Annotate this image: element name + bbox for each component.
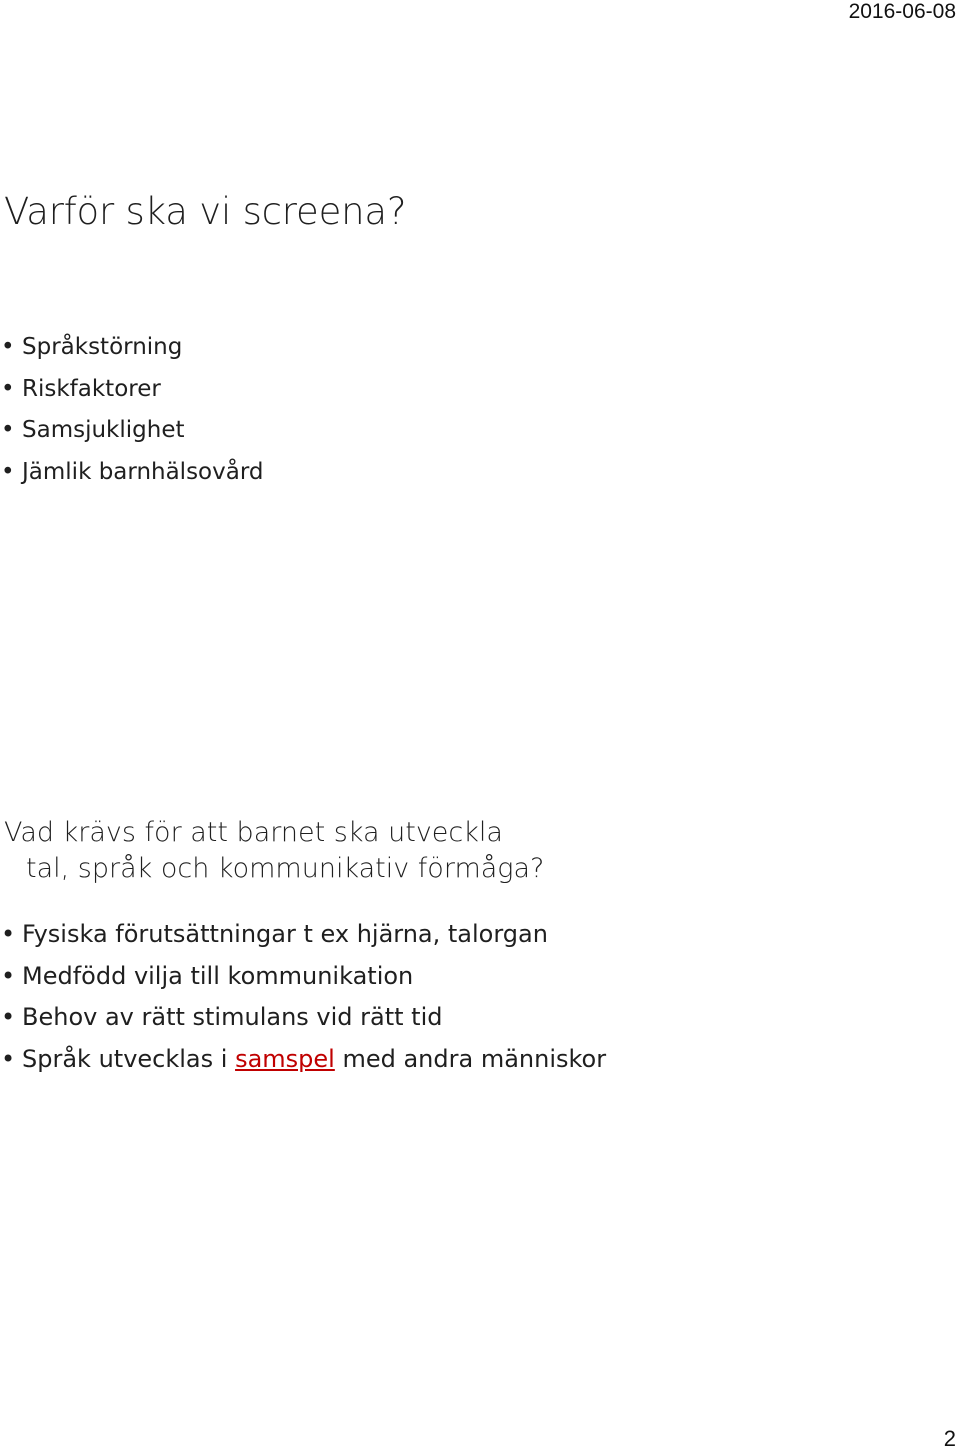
bullet-icon: •	[1, 417, 15, 443]
list-item	[0, 416, 264, 458]
list-item	[0, 375, 264, 417]
list-item	[0, 920, 606, 962]
list-item-text-after: med andra människor	[334, 1044, 607, 1073]
slide2-title-line1: Vad krävs för att barnet ska utveckla	[4, 817, 503, 848]
list-item-text: Samsjuklighet	[22, 417, 185, 443]
list-item-text: Fysiska förutsättningar t ex hjärna, talorgan	[22, 920, 548, 948]
bullet-icon: •	[1, 1003, 16, 1031]
list-item	[0, 1045, 606, 1087]
list-item-text: Språkstörning	[22, 334, 183, 360]
list-item-text-before: Språk utvecklas i	[22, 1044, 236, 1073]
slide2-title-line2: tal, språk och kommunikativ förmåga?	[26, 853, 545, 884]
slide2-title	[4, 815, 544, 887]
list-item-text: Medfödd vilja till kommunikation	[22, 961, 414, 990]
list-item	[0, 1003, 606, 1045]
list-item-text: Riskfaktorer	[22, 375, 161, 402]
slide2-bullet-list	[0, 920, 606, 1086]
page-date: 2016-06-08	[848, 0, 956, 23]
bullet-icon: •	[1, 961, 16, 990]
bullet-icon: •	[1, 334, 15, 360]
list-item	[0, 458, 264, 500]
bullet-icon: •	[1, 458, 15, 485]
list-item	[0, 333, 264, 375]
bullet-icon: •	[1, 1044, 16, 1073]
page-number: 2	[943, 1426, 956, 1451]
slide1-bullet-list	[0, 333, 264, 499]
slide1-title: Varför ska vi screena?	[4, 190, 407, 233]
bullet-icon: •	[1, 375, 15, 402]
list-item	[0, 962, 606, 1004]
bullet-icon: •	[1, 920, 16, 948]
list-item-text: Jämlik barnhälsovård	[22, 458, 264, 485]
list-item-text: Behov av rätt stimulans vid rätt tid	[22, 1003, 443, 1031]
samspel-link[interactable]: samspel	[235, 1044, 335, 1073]
